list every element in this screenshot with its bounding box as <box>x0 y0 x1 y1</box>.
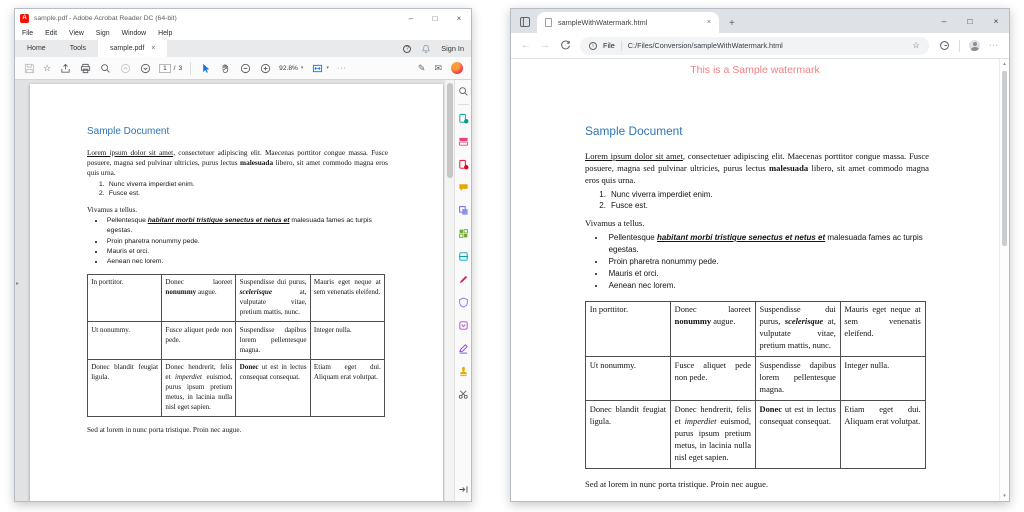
save-icon[interactable] <box>23 62 35 74</box>
numbered-item: 2. Fusce est. <box>608 200 929 212</box>
back-icon[interactable]: ← <box>521 39 531 51</box>
page-fit-icon <box>311 62 323 74</box>
document-body <box>585 124 929 491</box>
favorites-star-icon[interactable]: ☆ <box>43 62 52 73</box>
document-heading: Sample Document <box>585 124 683 138</box>
maximize-icon[interactable]: □ <box>967 16 973 26</box>
acrobat-menubar <box>15 27 471 40</box>
table-cell: Donec blandit feugiat ligula. <box>88 359 162 417</box>
menu-window[interactable]: Window <box>121 30 147 37</box>
zoom-level-value: 92.8% <box>279 64 298 72</box>
content-table <box>585 301 926 470</box>
settings-menu-icon[interactable]: ··· <box>989 42 999 49</box>
pdf-page <box>30 84 443 501</box>
maximize-icon[interactable]: □ <box>432 13 438 23</box>
help-icon[interactable]: ? <box>403 45 411 53</box>
zoom-in-icon[interactable] <box>259 62 271 74</box>
edge-titlebar <box>511 9 1009 33</box>
bullet-item: • Aenean nec lorem. <box>105 257 388 267</box>
tab-document[interactable]: sample.pdf × <box>98 40 167 57</box>
bullet-list <box>585 232 929 292</box>
next-page-icon[interactable] <box>139 62 151 74</box>
edge-scrollbar[interactable] <box>999 59 1009 501</box>
table-row <box>88 275 385 322</box>
numbered-item: 2. Fusce est. <box>107 189 388 199</box>
create-pdf-icon[interactable] <box>457 158 469 170</box>
numbered-list <box>87 180 388 200</box>
minimize-icon[interactable]: – <box>408 13 414 23</box>
second-paragraph: Vivamus a tellus. <box>87 205 138 214</box>
page-number-group: 1 / 3 <box>159 64 182 73</box>
table-cell: Donec blandit feugiat ligula. <box>586 401 671 469</box>
close-icon[interactable]: × <box>456 13 462 23</box>
page-total: 3 <box>178 64 183 72</box>
new-tab-button[interactable]: + <box>729 18 735 29</box>
compress-pdf-icon[interactable] <box>457 319 469 331</box>
menu-help[interactable]: Help <box>158 30 173 37</box>
table-row <box>586 301 926 357</box>
intro-paragraph: Lorem ipsum dolor sit amet, consectetuer adipiscing elit. Maecenas porttitor congue massa. Fusce posuere, magna sed pulvinar ultricies, purus lectus malesuada libero, sit amet commodo magna eros quis urna. <box>87 149 388 177</box>
closing-paragraph: Sed at lorem in nunc porta tristique. Proin nec augue. <box>87 426 242 435</box>
table-cell: Etiam eget dui. Aliquam erat volutpat. <box>310 359 384 417</box>
tab-title: sampleWithWatermark.html <box>558 18 648 27</box>
table-cell: Donec hendrerit, felis et imperdiet euismod, purus ipsum pretium metus, in lacinia nulla nisl eget sapien. <box>670 401 755 469</box>
edit-pdf-icon[interactable] <box>457 135 469 147</box>
site-info-icon[interactable]: i <box>589 42 597 50</box>
bullet-item: • Mauris et orci. <box>105 247 388 257</box>
intro-paragraph: Lorem ipsum dolor sit amet, consectetuer adipiscing elit. Maecenas porttitor congue massa. Fusce posuere, magna sed pulvinar ultricies, purus lectus malesuada libero, sit amet commodo magna eros quis urna. <box>585 151 929 185</box>
request-signatures-icon[interactable] <box>457 342 469 354</box>
adobe-logo-icon: A <box>20 14 29 23</box>
second-paragraph: Vivamus a tellus. <box>585 218 645 229</box>
sidebar-divider <box>458 104 469 105</box>
table-cell: Suspendisse dapibus lorem pellentesque magna. <box>755 357 840 401</box>
table-cell: Donec ut est in lectus consequat consequat. <box>755 401 840 469</box>
url-text: C:/Files/Conversion/sampleWithWatermark.html <box>627 41 783 50</box>
table-row <box>88 322 385 359</box>
previous-page-icon[interactable] <box>119 62 131 74</box>
acrobat-scrollbar[interactable] <box>444 80 454 501</box>
url-scheme-label: File <box>603 41 615 50</box>
comment-icon[interactable] <box>457 181 469 193</box>
table-row <box>586 401 926 469</box>
acrobat-toolbar <box>15 57 471 80</box>
url-input[interactable] <box>580 37 929 55</box>
bullet-item: • Proin pharetra nonummy pede. <box>606 256 929 268</box>
table-cell: Suspendisse dapibus lorem pellentesque magna. <box>236 322 310 359</box>
edge-address-bar <box>511 33 1009 59</box>
zoom-level-dropdown[interactable] <box>279 65 303 72</box>
table-row <box>586 357 926 401</box>
tabstrip-right <box>403 40 464 57</box>
browser-tab[interactable] <box>537 12 719 33</box>
bullet-item: • Mauris et orci. <box>606 268 929 280</box>
table-row <box>88 359 385 417</box>
acrobat-tools-sidebar <box>454 80 471 501</box>
stamp-icon[interactable] <box>457 365 469 377</box>
edge-window <box>510 8 1010 502</box>
table-cell: Ut nonummy. <box>88 322 162 359</box>
find-icon[interactable] <box>457 85 469 97</box>
intro-underlined-text: Lorem ipsum dolor sit amet <box>585 151 683 162</box>
zoom-out-icon[interactable] <box>239 62 251 74</box>
window-controls <box>399 9 471 27</box>
pdf-document-content <box>30 84 443 435</box>
chevron-down-icon: ▾ <box>300 65 304 71</box>
edge-content <box>511 59 1009 501</box>
table-cell: Fusce aliquet pede non pede. <box>162 322 236 359</box>
profile-avatar[interactable] <box>969 40 980 51</box>
bullet-list <box>87 216 388 267</box>
minimize-icon[interactable]: – <box>941 16 947 26</box>
table-cell: Donec ut est in lectus consequat consequat. <box>236 359 310 417</box>
search-icon[interactable] <box>99 62 111 74</box>
document-body <box>87 126 388 435</box>
fill-sign-pen-icon[interactable]: ✎ <box>417 62 426 73</box>
pdf-document-area <box>15 80 444 501</box>
toolbar-right <box>418 62 463 74</box>
forward-icon[interactable]: → <box>540 39 550 51</box>
nav-pane-expand-icon[interactable]: ▸ <box>16 281 20 287</box>
page-fit-dropdown[interactable] <box>311 62 329 74</box>
sign-in-button[interactable]: Sign In <box>441 44 464 53</box>
tab-tools[interactable]: Tools <box>69 45 87 52</box>
table-cell: In porttitor. <box>88 275 162 322</box>
page-number-input[interactable]: 1 <box>159 64 171 73</box>
print-icon[interactable] <box>79 62 91 74</box>
fill-sign-icon[interactable] <box>457 273 469 285</box>
menu-sign[interactable]: Sign <box>95 30 110 37</box>
bullet-item: • Proin pharetra nonummy pede. <box>105 237 388 247</box>
intro-underlined-text: Lorem ipsum dolor sit amet <box>87 149 174 157</box>
acrobat-tabstrip <box>15 40 471 57</box>
hand-tool-icon[interactable] <box>219 62 231 74</box>
table-cell: Suspendisse dui purus, scelerisque at, vulputate vitae, pretium mattis, nunc. <box>755 301 840 357</box>
more-tools-menu-icon[interactable]: ··· <box>336 64 347 72</box>
numbered-item: 1. Nunc viverra imperdiet enim. <box>107 180 388 190</box>
table-cell: Donec laoreet nonummy augue. <box>670 301 755 357</box>
table-cell: Mauris eget neque at sem venenatis eleifend. <box>310 275 384 322</box>
protect-icon[interactable] <box>457 296 469 308</box>
html-document-content <box>511 76 999 491</box>
html-page-viewport <box>511 59 999 501</box>
bullet-item: • Pellentesque habitant morbi tristique senectus et netus et malesuada fames ac turpis egestas. <box>105 216 388 236</box>
acrobat-titlebar <box>15 9 471 27</box>
favorites-star-icon[interactable]: ☆ <box>912 40 920 50</box>
export-pdf-icon[interactable] <box>457 112 469 124</box>
scan-ocr-icon[interactable] <box>457 250 469 262</box>
bullet-item: • Aenean nec lorem. <box>606 280 929 292</box>
table-cell: Fusce aliquet pede non pede. <box>670 357 755 401</box>
combine-files-icon[interactable] <box>457 204 469 216</box>
close-tab-icon[interactable]: × <box>706 19 711 26</box>
document-heading: Sample Document <box>87 126 170 137</box>
table-cell: Donec hendrerit, felis et imperdiet euismod, purus ipsum pretium metus, in lacinia nulla nisl eget sapien. <box>162 359 236 417</box>
select-cursor-icon[interactable] <box>199 62 211 74</box>
watermark-text: This is a Sample watermark <box>690 64 820 76</box>
closing-paragraph: Sed at lorem in nunc porta tristique. Proin nec augue. <box>585 478 769 489</box>
table-cell: Integer nulla. <box>840 357 925 401</box>
acrobat-scrollbar-thumb[interactable] <box>447 83 453 178</box>
table-cell: Integer nulla. <box>310 322 384 359</box>
close-tab-icon[interactable]: × <box>151 45 156 52</box>
url-divider <box>621 41 622 51</box>
table-cell: Mauris eget neque at sem venenatis eleifend. <box>840 301 925 357</box>
tab-home[interactable]: Home <box>27 45 46 52</box>
numbered-list <box>585 189 929 212</box>
content-table <box>87 274 385 417</box>
tab-actions-icon[interactable] <box>519 15 531 33</box>
toolbar-divider <box>190 62 191 75</box>
more-tools-icon[interactable] <box>457 388 469 400</box>
send-mail-icon[interactable]: ✉ <box>434 62 442 73</box>
close-icon[interactable]: × <box>993 16 999 26</box>
organize-pages-icon[interactable] <box>457 227 469 239</box>
table-cell: Suspendisse dui purus, scelerisque at, vulputate vitae, pretium mattis, nunc. <box>236 275 310 322</box>
table-cell: Donec laoreet nonummy augue. <box>162 275 236 322</box>
scroll-down-icon[interactable]: ▾ <box>1003 493 1006 499</box>
browser-extension-icon[interactable] <box>938 40 950 52</box>
open-tools-pane-icon[interactable] <box>457 483 469 495</box>
edge-scrollbar-thumb[interactable] <box>1002 71 1007 246</box>
scroll-up-icon[interactable]: ▴ <box>1003 61 1006 67</box>
menu-view[interactable]: View <box>68 30 84 37</box>
acrobat-window <box>14 8 472 502</box>
chevron-down-icon: ▾ <box>326 65 329 71</box>
menu-file[interactable]: File <box>22 30 34 37</box>
notification-bell-icon[interactable] <box>420 43 432 55</box>
page-favicon <box>545 18 552 27</box>
table-cell: Etiam eget dui. Aliquam erat volutpat. <box>840 401 925 469</box>
address-bar-divider <box>959 40 960 52</box>
window-title: sample.pdf - Adobe Acrobat Reader DC (64-bit) <box>34 14 177 22</box>
refresh-icon[interactable] <box>559 40 571 52</box>
table-cell: Ut nonummy. <box>586 357 671 401</box>
bullet-item: • Pellentesque habitant morbi tristique senectus et netus et malesuada fames ac turpis egestas. <box>606 232 929 256</box>
window-controls <box>931 9 1009 33</box>
share-icon[interactable] <box>59 62 71 74</box>
account-avatar[interactable] <box>451 62 463 74</box>
table-cell: In porttitor. <box>586 301 671 357</box>
acrobat-body <box>15 80 471 501</box>
menu-edit[interactable]: Edit <box>45 30 57 37</box>
numbered-item: 1. Nunc viverra imperdiet enim. <box>608 189 929 201</box>
